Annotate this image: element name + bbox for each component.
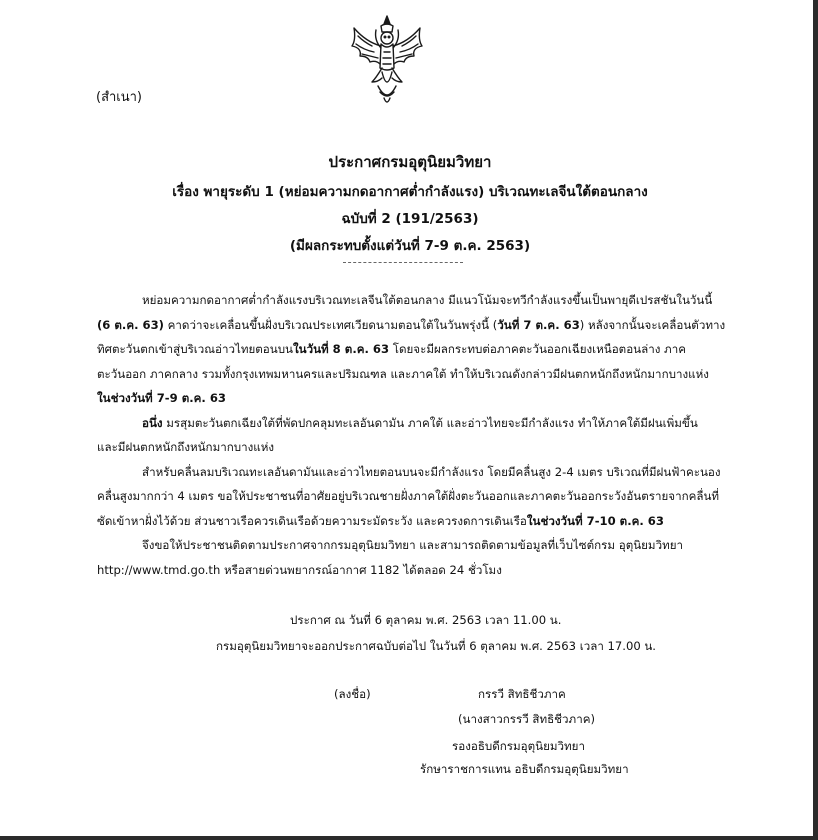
paragraph-followup: [97, 533, 727, 582]
para-text: คลื่นสูงมากกว่า 4 เมตร ขอให้ประชาชนที่อาศัยอยู่บริเวณชายฝั่งภาคใต้ฝั่งตะวันออกและภาคตะวันออกระวังอันตรายจากคลื่นที่: [97, 489, 720, 503]
page-shadow-right: [813, 0, 818, 840]
signed-label: (ลงชื่อ): [334, 687, 371, 701]
announcement-body: [97, 288, 727, 582]
paragraph-monsoon: [97, 411, 727, 460]
para-bold: ในวันที่ 8 ต.ค. 63: [292, 342, 390, 356]
para-text: จึงขอให้ประชาชนติดตามประกาศจากกรมอุตุนิยมวิทยา และสามารถติดตามข้อมูลที่เว็บไซต์กรม อุตุนิยมวิทยา: [142, 538, 684, 552]
signed-name: กรรวี สิทธิชีวภาค: [478, 687, 566, 701]
para-text: โดยจะมีผลกระทบต่อภาคตะวันออกเฉียงเหนือตอนล่าง ภาค: [389, 342, 686, 356]
para-text: ) หลังจากนั้นจะเคลื่อนตัวทาง: [579, 317, 726, 332]
signer-position: รองอธิบดีกรมอุตุนิยมวิทยา: [452, 739, 585, 753]
paragraph-storm: [97, 288, 727, 411]
title-separator: [343, 262, 463, 263]
signer-full-name: (นางสาวกรรวี สิทธิชีวภาค): [458, 712, 595, 726]
para-text: ซัดเข้าหาฝั่งไว้ด้วย ส่วนชาวเรือควรเดินเรือด้วยความระมัดระวัง และควรงดการเดินเรือ: [97, 513, 527, 528]
para-text: ตะวันออก ภาคกลาง รวมทั้งกรุงเทพมหานครและปริมณฑล และภาคใต้ ทำให้บริเวณดังกล่าวมีฝนตกหนักถึงหนักมากบางแห่ง: [97, 366, 709, 381]
para-bold: (6 ต.ค. 63): [97, 317, 164, 332]
para-text: สำหรับคลื่นลมบริเวณทะเลอันดามันและอ่าวไทยตอนบนจะมีกำลังแรง โดยมีคลื่นสูง 2-4 เมตร บริเวณที่มีฝนฟ้าคะนอง: [142, 464, 721, 479]
issued-datetime: ประกาศ ณ วันที่ 6 ตุลาคม พ.ศ. 2563 เวลา 11.00 น.: [290, 613, 562, 627]
para-bold: ในช่วงวันที่ 7-10 ต.ค. 63: [526, 513, 664, 528]
para-bold: วันที่ 7 ต.ค. 63: [497, 317, 580, 332]
document-effective-period: (มีผลกระทบตั้งแต่วันที่ 7-9 ต.ค. 2563): [289, 238, 531, 254]
para-text: มรสุมตะวันตกเฉียงใต้ที่พัดปกคลุมทะเลอันดามัน ภาคใต้ และอ่าวไทยจะมีกำลังแรง ทำให้ภาคใต้มีฝนเพิ่มขึ้น: [162, 415, 698, 430]
para-bold: อนึ่ง: [142, 415, 163, 430]
page-shadow-bottom: [0, 836, 818, 840]
garuda-emblem-icon: [348, 12, 426, 108]
paragraph-waves: [97, 460, 727, 534]
para-text: http://www.tmd.go.th หรือสายด่วนพยากรณ์อากาศ 1182 ได้ตลอด 24 ชั่วโมง: [97, 562, 502, 577]
para-bold: ในช่วงวันที่ 7-9 ต.ค. 63: [97, 391, 226, 405]
para-text: ทิศตะวันตกเข้าสู่บริเวณอ่าวไทยตอนบน: [97, 342, 293, 356]
para-text: คาดว่าจะเคลื่อนขึ้นฝั่งบริเวณประเทศเวียดนามตอนใต้ในวันพรุ่งนี้ (: [163, 317, 498, 332]
document-subject: เรื่อง พายุระดับ 1 (หย่อมความกดอากาศต่ำกำลังแรง) บริเวณทะเลจีนใต้ตอนกลาง: [172, 184, 648, 200]
document-title: ประกาศกรมอุตุนิยมวิทยา: [328, 153, 492, 171]
next-announcement: กรมอุตุนิยมวิทยาจะออกประกาศฉบับต่อไป ในวันที่ 6 ตุลาคม พ.ศ. 2563 เวลา 17.00 น.: [216, 639, 656, 653]
document-issue: ฉบับที่ 2 (191/2563): [341, 211, 479, 227]
para-text: และมีฝนตกหนักถึงหนักมากบางแห่ง: [97, 440, 275, 454]
copy-label: (สำเนา): [96, 90, 143, 105]
para-text: หย่อมความกดอากาศต่ำกำลังแรงบริเวณทะเลจีนใต้ตอนกลาง มีแนวโน้มจะทวีกำลังแรงขึ้นเป็นพายุดีเปรสชันในวันนี้: [142, 293, 713, 307]
signer-acting-position: รักษาราชการแทน อธิบดีกรมอุตุนิยมวิทยา: [420, 762, 629, 776]
